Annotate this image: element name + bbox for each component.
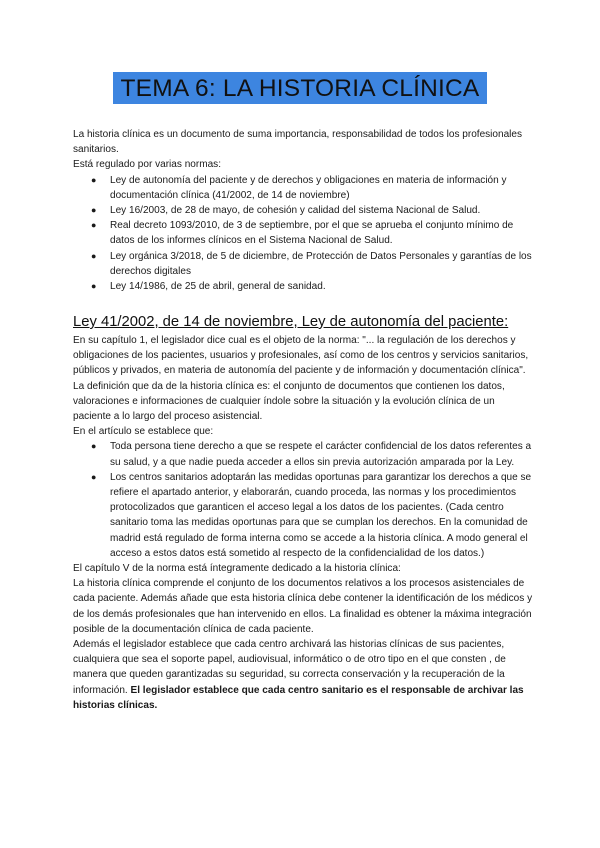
bullet-icon: ● — [91, 220, 97, 231]
list-item: ● Ley de autonomía del paciente y de derechos y obligaciones en materia de información y documentación clínica (41/2002, de 14 de noviembre) — [91, 174, 507, 201]
section-paragraph-definition: La definición que da de la historia clínica es: el conjunto de documentos que contienen los datos, valoraciones e informaciones de cualquier índole sobre la situación y la evolución clínica de un paciente a lo largo del proceso asistencial. — [73, 380, 505, 423]
intro-block — [73, 127, 533, 294]
page-title: TEMA 6: LA HISTORIA CLÍNICA — [113, 72, 488, 104]
title-wrapper — [0, 72, 600, 104]
section-body — [73, 333, 533, 713]
intro-paragraph: La historia clínica es un documento de suma importancia, responsabilidad de todos los profesionales sanitarios. — [73, 129, 523, 156]
bullet-icon: ● — [91, 281, 97, 292]
bullet-icon: ● — [91, 174, 97, 185]
list-item: ● Ley orgánica 3/2018, de 5 de diciembre, de Protección de Datos Personales y garantías de los derechos digitales — [91, 250, 532, 277]
list-item: ● Real decreto 1093/2010, de 3 de septiembre, por el que se aprueba el conjunto mínimo de datos de los informes clínicos en el Sistema Nacional de Salud. — [91, 220, 514, 247]
section-paragraph-chapter-v: El capítulo V de la norma está íntegramente dedicado a la historia clínica: — [73, 563, 401, 575]
article-points-list — [73, 439, 533, 561]
norms-list — [73, 173, 533, 295]
bold-statement: El legislador establece que cada centro sanitario es el responsable de archivar las historias clínicas. — [73, 684, 524, 711]
list-item: ● Ley 14/1986, de 25 de abril, general de sanidad. — [73, 279, 533, 294]
intro-norms-lead: Está regulado por varias normas: — [73, 159, 221, 171]
list-item: ● Toda persona tiene derecho a que se respete el carácter confidencial de los datos referentes a su salud, y a que nadie pueda acceder a ellos sin previa autorización amparada por la Ley. — [91, 441, 532, 468]
bullet-icon: ● — [91, 441, 97, 452]
list-item: ● Los centros sanitarios adoptarán las medidas oportunas para garantizar los derechos a que se refiere el apartado anterior, y elaborarán, cuando proceda, las normas y los procedimientos protocolizados que garanticen el acceso legal a los datos de los pacientes. (Cada centro sanitario toma las medidas oportunas para que se cumplan los derechos. En la comunidad de madrid está regulado de forma interna como se accede a la historia clínica. A modo general el acceso a estos datos está sometido al respecto de la confidencialidad de los datos.) — [91, 471, 532, 559]
section-paragraph-archive: Además el legislador establece que cada centro archivará las historias clínicas de sus pacientes, cualquiera que sea el soporte papel, audiovisual, informático o de otro tipo en el que consten , de manera que queden garantizadas su seguridad, su correcta conservación y la recuperación de la información. El legislador establece que cada centro sanitario es el responsable de archivar las historias clínicas. — [73, 639, 524, 711]
section-heading: Ley 41/2002, de 14 de noviembre, Ley de autonomía del paciente: — [73, 314, 509, 330]
bullet-icon: ● — [91, 205, 97, 216]
section-paragraph-object: En su capítulo 1, el legislador dice cual es el objeto de la norma: "... la regulación de los derechos y obligaciones de los pacientes, usuarios y profesionales, así como de los centros y servicios sanitarios, públicos y privados, en materia de autonomía del paciente y de información y documentación clínica". — [73, 335, 529, 377]
bullet-icon: ● — [91, 471, 97, 482]
section-paragraph-article: En el artículo se establece que: — [73, 426, 214, 438]
section-paragraph-content: La historia clínica comprende el conjunto de los documentos relativos a los procesos asistenciales de cada paciente. Además añade que esta historia clínica debe contener la identificación de los médicos y de los demás profesionales que han intervenido en ellos. La finalidad es obtener la máxima integración posible de la documentación clínica de cada paciente. — [73, 578, 533, 635]
bullet-icon: ● — [91, 250, 97, 261]
list-item: ● Ley 16/2003, de 28 de mayo, de cohesión y calidad del sistema Nacional de Salud. — [73, 203, 533, 218]
